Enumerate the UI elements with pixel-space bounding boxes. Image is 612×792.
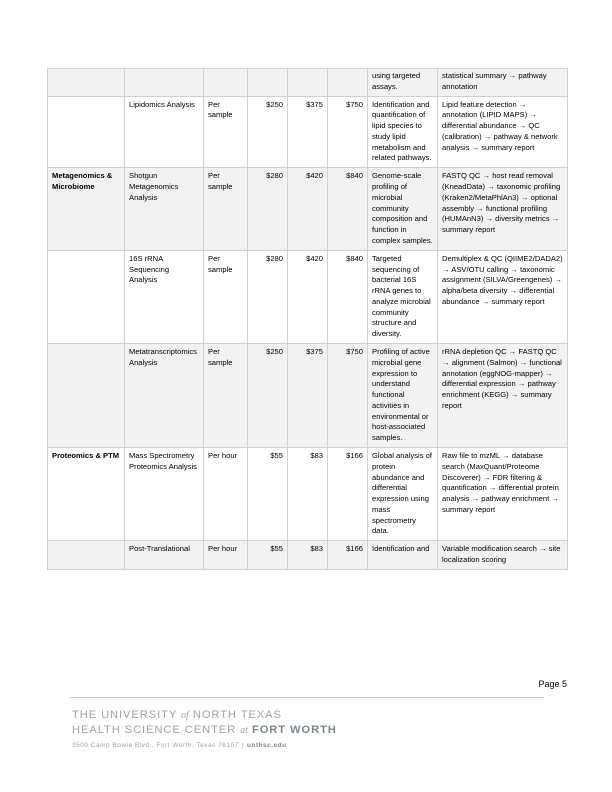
cell-category: Proteomics & PTM bbox=[48, 448, 125, 541]
cell-unit: Per sample bbox=[204, 96, 248, 168]
address-separator: | bbox=[241, 742, 244, 749]
cell-price-tier-3: $750 bbox=[328, 343, 368, 447]
cell-workflow: Demultiplex & QC (QIIME2/DADA2) → ASV/OTU calling → taxonomic assignment (SILVA/Greengenes) → alpha/beta diversity → differential abundance → summary report bbox=[438, 250, 568, 343]
cell-service: Mass Spectrometry Proteomics Analysis bbox=[125, 448, 204, 541]
cell-description: using targeted assays. bbox=[368, 69, 438, 97]
cell-price-tier-1: $55 bbox=[248, 448, 288, 541]
unt-logo-line1-italic: of bbox=[181, 710, 189, 721]
cell-price-tier-2: $83 bbox=[288, 448, 328, 541]
table-row bbox=[48, 96, 568, 168]
cell-service: Metatranscriptomics Analysis bbox=[125, 343, 204, 447]
table-body bbox=[48, 69, 568, 570]
unt-logo-line2-bold: FORT WORTH bbox=[251, 723, 337, 736]
unt-logo-line2-italic: at bbox=[240, 724, 248, 736]
cell-workflow: rRNA depletion QC → FASTQ QC → alignment (Salmon) → functional annotation (eggNOG-mapper) → differential expression → pathway enrichment (KEGG) → summary report bbox=[438, 343, 568, 447]
unt-logo-line2-pre: HEALTH SCIENCE CENTER bbox=[72, 723, 237, 736]
cell-price-tier-1: $250 bbox=[248, 343, 288, 447]
cell-category bbox=[48, 96, 125, 168]
cell-category: Metagenomics & Microbiome bbox=[48, 168, 125, 250]
cell-price-tier-2: $375 bbox=[288, 96, 328, 168]
cell-price-tier-1: $280 bbox=[248, 168, 288, 250]
table-row bbox=[48, 343, 568, 447]
page-number: Page 5 bbox=[538, 679, 567, 689]
cell-category bbox=[48, 69, 125, 97]
services-pricing-table bbox=[47, 68, 568, 570]
website-link[interactable]: unthsc.edu bbox=[246, 742, 287, 749]
cell-category bbox=[48, 541, 125, 570]
cell-service: Shotgun Metagenomics Analysis bbox=[125, 168, 204, 250]
cell-description: Global analysis of protein abundance and differential expression using mass spectrometry data. bbox=[368, 448, 438, 541]
cell-price-tier-1 bbox=[248, 69, 288, 97]
cell-price-tier-3: $840 bbox=[328, 168, 368, 250]
unt-logo bbox=[72, 708, 337, 738]
cell-service bbox=[125, 69, 204, 97]
cell-price-tier-1: $280 bbox=[248, 250, 288, 343]
unt-logo-line-2 bbox=[72, 723, 337, 738]
cell-unit: Per sample bbox=[204, 343, 248, 447]
unt-logo-line1-pre: THE UNIVERSITY bbox=[72, 709, 178, 721]
cell-workflow: Lipid feature detection → annotation (LIPID MAPS) → differential abundance → QC (calibration) → pathway & network analysis → summary report bbox=[438, 96, 568, 168]
cell-price-tier-2: $420 bbox=[288, 250, 328, 343]
cell-description: Targeted sequencing of bacterial 16S rRNA genes to analyze microbial community structure and diversity. bbox=[368, 250, 438, 343]
cell-price-tier-3: $750 bbox=[328, 96, 368, 168]
cell-unit: Per sample bbox=[204, 168, 248, 250]
cell-category bbox=[48, 343, 125, 447]
table-row bbox=[48, 448, 568, 541]
cell-unit: Per hour bbox=[204, 448, 248, 541]
cell-price-tier-2: $375 bbox=[288, 343, 328, 447]
cell-price-tier-3 bbox=[328, 69, 368, 97]
cell-service: Post-Translational bbox=[125, 541, 204, 570]
cell-unit: Per hour bbox=[204, 541, 248, 570]
table-row bbox=[48, 69, 568, 97]
cell-price-tier-2: $83 bbox=[288, 541, 328, 570]
cell-service: 16S rRNA Sequencing Analysis bbox=[125, 250, 204, 343]
unt-logo-line1-post: NORTH TEXAS bbox=[192, 709, 282, 721]
cell-workflow: Variable modification search → site localization scoring bbox=[438, 541, 568, 570]
cell-workflow: Raw file to mzML → database search (MaxQuant/Proteome Discoverer) → FDR filtering & quantification → differential protein analysis → pathway enrichment → summary report bbox=[438, 448, 568, 541]
cell-price-tier-2 bbox=[288, 69, 328, 97]
cell-unit bbox=[204, 69, 248, 97]
cell-category bbox=[48, 250, 125, 343]
cell-service: Lipidomics Analysis bbox=[125, 96, 204, 168]
cell-price-tier-3: $166 bbox=[328, 541, 368, 570]
cell-price-tier-1: $55 bbox=[248, 541, 288, 570]
cell-price-tier-2: $420 bbox=[288, 168, 328, 250]
cell-price-tier-3: $840 bbox=[328, 250, 368, 343]
cell-description: Profiling of active microbial gene expression to understand functional activities in environmental or host-associated samples. bbox=[368, 343, 438, 447]
cell-workflow: FASTQ QC → host read removal (KneadData) → taxonomic profiling (Kraken2/MetaPhlAn3) → optional assembly → functional profiling (HUMAnN3) → diversity metrics → summary report bbox=[438, 168, 568, 250]
cell-price-tier-1: $250 bbox=[248, 96, 288, 168]
table-row bbox=[48, 250, 568, 343]
address-text: 3500 Camp Bowie Blvd., Fort Worth, Texas 76107 bbox=[72, 742, 239, 749]
table-row bbox=[48, 541, 568, 570]
cell-price-tier-3: $166 bbox=[328, 448, 368, 541]
unt-logo-line-1 bbox=[72, 708, 337, 723]
table-row bbox=[48, 168, 568, 250]
cell-unit: Per sample bbox=[204, 250, 248, 343]
cell-description: Identification and quantification of lipid species to study lipid metabolism and related pathways. bbox=[368, 96, 438, 168]
cell-description: Genome-scale profiling of microbial community composition and function in complex samples. bbox=[368, 168, 438, 250]
cell-description: Identification and bbox=[368, 541, 438, 570]
footer-divider bbox=[70, 697, 544, 698]
cell-workflow: statistical summary → pathway annotation bbox=[438, 69, 568, 97]
unt-address-line bbox=[72, 742, 287, 749]
